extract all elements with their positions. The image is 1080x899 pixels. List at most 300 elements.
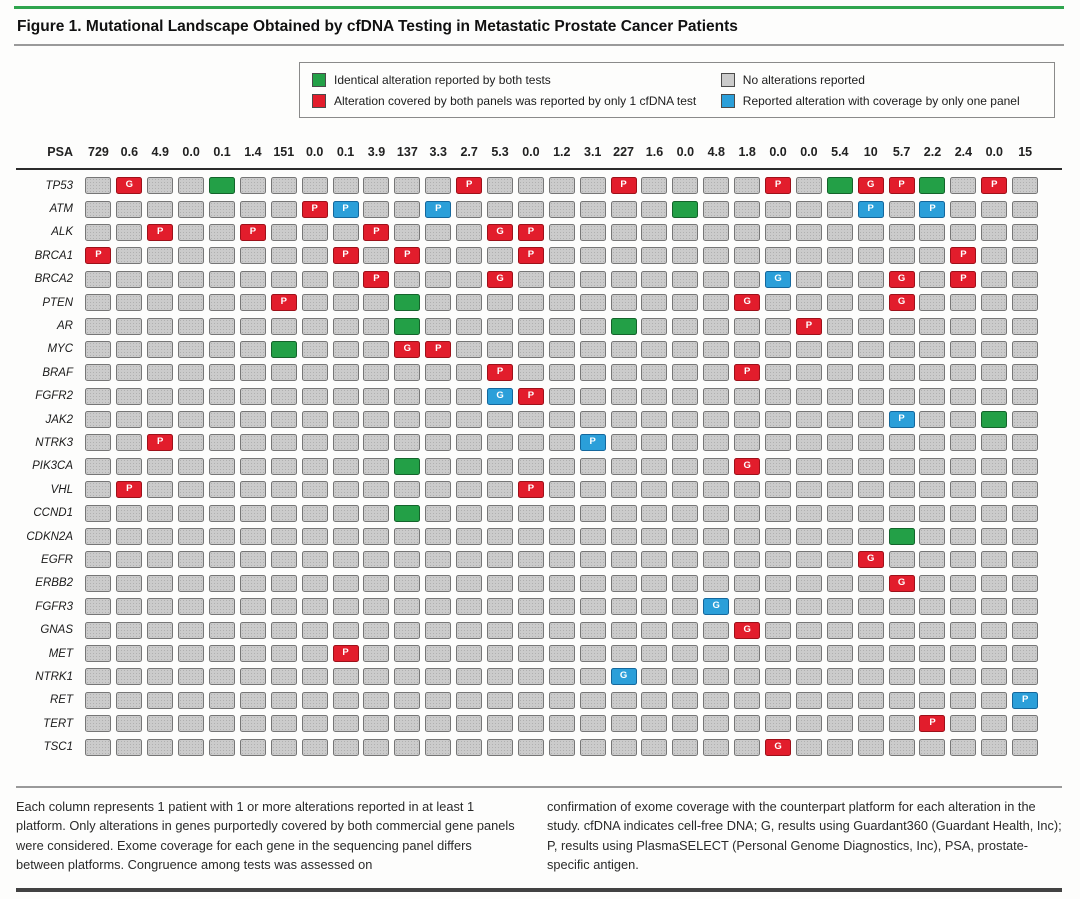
grid-cell-empty	[796, 668, 822, 685]
grid-cell-empty	[950, 622, 976, 639]
grid-cell-empty	[549, 575, 575, 592]
grid-cell-empty	[950, 318, 976, 335]
grid-cell-empty	[487, 505, 513, 522]
alteration-cell-red: G	[889, 294, 915, 311]
grid-cell-empty	[549, 715, 575, 732]
grid-cell-empty	[178, 411, 204, 428]
grid-cell-empty	[1012, 364, 1038, 381]
grid-cell-empty	[703, 294, 729, 311]
grid-cell-empty	[827, 715, 853, 732]
grid-cell-empty	[518, 645, 544, 662]
grid-cell-empty	[394, 388, 420, 405]
grid-cell-empty	[549, 271, 575, 288]
alteration-cell-red: G	[889, 575, 915, 592]
mutation-grid	[16, 140, 1062, 759]
grid-cell-empty	[302, 598, 328, 615]
grid-cell-empty	[611, 411, 637, 428]
alteration-cell-red: P	[116, 481, 142, 498]
grid-cell-empty	[209, 505, 235, 522]
grid-cell-empty	[734, 411, 760, 428]
grid-cell-empty	[85, 715, 111, 732]
grid-cell-empty	[981, 458, 1007, 475]
grid-cell-empty	[950, 458, 976, 475]
grid-cell-empty	[363, 294, 389, 311]
grid-cell-empty	[703, 481, 729, 498]
grid-cell-empty	[487, 692, 513, 709]
grid-cell-empty	[889, 645, 915, 662]
alteration-cell-green	[271, 341, 297, 358]
grid-cell-empty	[1012, 645, 1038, 662]
grid-cell-empty	[394, 411, 420, 428]
grid-cell-empty	[518, 271, 544, 288]
grid-cell-empty	[456, 739, 482, 756]
psa-value: 0.1	[336, 145, 355, 159]
grid-cell-empty	[981, 294, 1007, 311]
grid-cell-empty	[796, 271, 822, 288]
grid-cell-empty	[271, 575, 297, 592]
gene-row-cdkn2a	[16, 525, 1062, 548]
psa-value: 2.4	[954, 145, 973, 159]
grid-cell-empty	[703, 575, 729, 592]
grid-cell-empty	[147, 201, 173, 218]
grid-cell-empty	[549, 528, 575, 545]
alteration-cell-blue: G	[765, 271, 791, 288]
grid-cell-empty	[302, 271, 328, 288]
grid-cell-empty	[796, 201, 822, 218]
grid-cell-empty	[178, 505, 204, 522]
grid-cell-empty	[1012, 739, 1038, 756]
grid-cell-empty	[580, 692, 606, 709]
grid-cell-empty	[1012, 318, 1038, 335]
grid-cell-empty	[641, 177, 667, 194]
grid-cell-empty	[549, 739, 575, 756]
grid-cell-empty	[981, 668, 1007, 685]
grid-cell-empty	[703, 247, 729, 264]
gene-row-egfr	[16, 548, 1062, 571]
grid-cell-empty	[919, 528, 945, 545]
grid-cell-empty	[518, 551, 544, 568]
grid-cell-empty	[549, 364, 575, 381]
grid-cell-empty	[487, 739, 513, 756]
grid-cell-empty	[672, 364, 698, 381]
psa-value: 5.7	[892, 145, 911, 159]
grid-cell-empty	[394, 668, 420, 685]
grid-cell-empty	[240, 271, 266, 288]
grid-cell-empty	[672, 341, 698, 358]
gene-label: JAK2	[45, 413, 73, 426]
grid-cell-empty	[363, 645, 389, 662]
grid-cell-empty	[518, 575, 544, 592]
grid-cell-empty	[425, 528, 451, 545]
legend-label: No alterations reported	[742, 72, 865, 87]
grid-cell-empty	[209, 739, 235, 756]
gene-row-erbb2	[16, 572, 1062, 595]
grid-cell-empty	[827, 739, 853, 756]
grid-cell-empty	[641, 668, 667, 685]
grid-cell-empty	[456, 668, 482, 685]
grid-cell-empty	[611, 271, 637, 288]
grid-cell-empty	[703, 224, 729, 241]
grid-cell-empty	[363, 201, 389, 218]
grid-cell-empty	[703, 434, 729, 451]
grid-cell-empty	[425, 505, 451, 522]
grid-cell-empty	[394, 715, 420, 732]
grid-cell-empty	[889, 341, 915, 358]
grid-cell-empty	[178, 224, 204, 241]
grid-cell-empty	[734, 575, 760, 592]
grid-cell-empty	[209, 528, 235, 545]
grid-cell-empty	[147, 668, 173, 685]
grid-cell-empty	[518, 622, 544, 639]
grid-cell-empty	[672, 692, 698, 709]
alteration-cell-red: P	[919, 715, 945, 732]
grid-cell-empty	[333, 575, 359, 592]
gene-row-ntrk3	[16, 431, 1062, 454]
grid-cell-empty	[333, 177, 359, 194]
footnote-right: confirmation of exome coverage with the counterpart platform for each alteration in the study. cfDNA indicates cell-free DNA; G, results using Guardant360 (Guardant Health, Inc); P, results using PlasmaSELECT (Personal Genome Diagnostics, Inc), PSA, prostate-specific antigen.	[547, 799, 1062, 873]
gene-row-ret	[16, 689, 1062, 712]
grid-cell-empty	[271, 201, 297, 218]
grid-cell-empty	[147, 271, 173, 288]
grid-cell-empty	[487, 247, 513, 264]
grid-cell-empty	[209, 411, 235, 428]
grid-cell-empty	[116, 739, 142, 756]
grid-cell-empty	[425, 668, 451, 685]
psa-value: 10	[863, 145, 878, 159]
grid-cell-empty	[734, 318, 760, 335]
grid-cell-empty	[889, 224, 915, 241]
psa-value: 0.0	[800, 145, 818, 159]
grid-cell-empty	[703, 715, 729, 732]
grid-cell-empty	[580, 247, 606, 264]
grid-cell-empty	[363, 318, 389, 335]
grid-cell-empty	[209, 434, 235, 451]
grid-cell-empty	[1012, 271, 1038, 288]
grid-cell-empty	[333, 388, 359, 405]
grid-cell-empty	[734, 434, 760, 451]
grid-cell-empty	[919, 505, 945, 522]
grid-cell-empty	[858, 271, 884, 288]
gene-row-tert	[16, 712, 1062, 735]
grid-cell-empty	[363, 411, 389, 428]
grid-cell-empty	[487, 458, 513, 475]
grid-cell-empty	[858, 411, 884, 428]
grid-cell-empty	[641, 411, 667, 428]
grid-cell-empty	[641, 715, 667, 732]
grid-cell-empty	[394, 271, 420, 288]
grid-cell-empty	[950, 739, 976, 756]
grid-cell-empty	[147, 177, 173, 194]
grid-cell-empty	[889, 739, 915, 756]
grid-cell-empty	[487, 341, 513, 358]
grid-cell-empty	[85, 434, 111, 451]
grid-cell-empty	[919, 692, 945, 709]
grid-cell-empty	[950, 411, 976, 428]
grid-cell-empty	[209, 598, 235, 615]
grid-cell-empty	[178, 201, 204, 218]
grid-cell-empty	[703, 551, 729, 568]
grid-cell-empty	[240, 692, 266, 709]
grid-cell-empty	[734, 177, 760, 194]
grid-cell-empty	[456, 622, 482, 639]
grid-cell-empty	[950, 224, 976, 241]
grid-cell-empty	[919, 271, 945, 288]
grid-cell-empty	[147, 505, 173, 522]
grid-cell-empty	[333, 505, 359, 522]
grid-cell-empty	[549, 224, 575, 241]
grid-cell-empty	[333, 715, 359, 732]
alteration-cell-red: P	[518, 247, 544, 264]
gene-label: VHL	[50, 483, 73, 496]
grid-cell-empty	[178, 528, 204, 545]
grid-cell-empty	[271, 715, 297, 732]
gene-row-atm	[16, 197, 1062, 220]
grid-cell-empty	[611, 715, 637, 732]
grid-cell-empty	[611, 645, 637, 662]
grid-cell-empty	[425, 224, 451, 241]
grid-cell-empty	[827, 247, 853, 264]
grid-cell-empty	[302, 411, 328, 428]
grid-cell-empty	[209, 341, 235, 358]
grid-cell-empty	[858, 294, 884, 311]
grid-cell-empty	[919, 318, 945, 335]
grid-cell-empty	[703, 341, 729, 358]
grid-cell-empty	[1012, 341, 1038, 358]
grid-cell-empty	[147, 364, 173, 381]
alteration-cell-green	[394, 505, 420, 522]
grid-cell-empty	[1012, 224, 1038, 241]
grid-cell-empty	[116, 318, 142, 335]
grid-cell-empty	[796, 505, 822, 522]
grid-cell-empty	[672, 505, 698, 522]
alteration-cell-blue: G	[611, 668, 637, 685]
grid-cell-empty	[827, 341, 853, 358]
alteration-cell-green	[394, 318, 420, 335]
grid-cell-empty	[271, 364, 297, 381]
grid-cell-empty	[394, 575, 420, 592]
grid-cell-empty	[858, 341, 884, 358]
grid-cell-empty	[765, 715, 791, 732]
grid-cell-empty	[456, 505, 482, 522]
grid-cell-empty	[178, 271, 204, 288]
grid-cell-empty	[889, 668, 915, 685]
gene-label: ATM	[49, 203, 73, 216]
alteration-cell-blue: P	[580, 434, 606, 451]
grid-cell-empty	[981, 364, 1007, 381]
gene-label: GNAS	[40, 624, 73, 637]
grid-cell-empty	[641, 481, 667, 498]
grid-cell-empty	[580, 598, 606, 615]
grid-cell-empty	[456, 201, 482, 218]
grid-cell-empty	[765, 598, 791, 615]
grid-cell-empty	[981, 271, 1007, 288]
grid-cell-empty	[240, 177, 266, 194]
grid-cell-empty	[580, 318, 606, 335]
grid-cell-empty	[580, 668, 606, 685]
grid-cell-empty	[178, 364, 204, 381]
grid-cell-empty	[549, 551, 575, 568]
gene-label: ERBB2	[35, 577, 73, 590]
grid-cell-empty	[456, 434, 482, 451]
grid-cell-empty	[796, 177, 822, 194]
grid-cell-empty	[333, 668, 359, 685]
grid-cell-empty	[85, 668, 111, 685]
grid-cell-empty	[271, 224, 297, 241]
grid-cell-empty	[333, 598, 359, 615]
grid-cell-empty	[333, 528, 359, 545]
grid-cell-empty	[919, 294, 945, 311]
grid-cell-empty	[394, 598, 420, 615]
grid-cell-empty	[703, 528, 729, 545]
grid-cell-empty	[549, 177, 575, 194]
alteration-cell-red: P	[796, 318, 822, 335]
grid-cell-empty	[950, 715, 976, 732]
grid-cell-empty	[333, 458, 359, 475]
legend-label: Alteration covered by both panels was reported by only 1 cfDNA test	[334, 93, 697, 108]
grid-cell-empty	[363, 505, 389, 522]
grid-cell-empty	[549, 434, 575, 451]
grid-cell-empty	[302, 481, 328, 498]
gene-label: FGFR3	[35, 600, 73, 613]
alteration-cell-red: P	[611, 177, 637, 194]
grid-cell-empty	[425, 622, 451, 639]
grid-cell-empty	[611, 739, 637, 756]
grid-cell-empty	[333, 271, 359, 288]
grid-cell-empty	[487, 318, 513, 335]
alteration-cell-red: P	[950, 247, 976, 264]
grid-cell-empty	[734, 271, 760, 288]
gene-label: PIK3CA	[32, 460, 73, 473]
alteration-cell-green	[672, 201, 698, 218]
grid-cell-empty	[611, 341, 637, 358]
alteration-cell-red: G	[889, 271, 915, 288]
grid-cell-empty	[796, 411, 822, 428]
grid-cell-empty	[302, 645, 328, 662]
grid-cell-empty	[919, 575, 945, 592]
grid-cell-empty	[858, 622, 884, 639]
grid-cell-empty	[333, 294, 359, 311]
grid-cell-empty	[641, 318, 667, 335]
gene-row-ar	[16, 314, 1062, 337]
grid-cell-empty	[302, 505, 328, 522]
grid-cell-empty	[580, 341, 606, 358]
grid-cell-empty	[796, 551, 822, 568]
grid-cell-empty	[549, 341, 575, 358]
grid-cell-empty	[394, 177, 420, 194]
grid-cell-empty	[672, 528, 698, 545]
psa-value: 0.0	[769, 145, 787, 159]
psa-value: 2.7	[460, 145, 478, 159]
grid-cell-empty	[580, 177, 606, 194]
alteration-cell-blue: P	[889, 411, 915, 428]
grid-cell-empty	[549, 201, 575, 218]
grid-body	[16, 170, 1062, 759]
grid-cell-empty	[672, 645, 698, 662]
grid-cell-empty	[672, 598, 698, 615]
grid-cell-empty	[703, 388, 729, 405]
grid-cell-empty	[302, 528, 328, 545]
alteration-cell-red: G	[734, 622, 760, 639]
grid-cell-empty	[302, 318, 328, 335]
grid-cell-empty	[672, 668, 698, 685]
grid-cell-empty	[611, 575, 637, 592]
grid-cell-empty	[580, 551, 606, 568]
grid-cell-empty	[1012, 668, 1038, 685]
grid-cell-empty	[147, 411, 173, 428]
grid-cell-empty	[950, 528, 976, 545]
grid-cell-empty	[580, 481, 606, 498]
gene-label: EGFR	[41, 553, 73, 566]
grid-cell-empty	[333, 692, 359, 709]
grid-cell-empty	[147, 318, 173, 335]
grid-cell-empty	[394, 528, 420, 545]
grid-cell-empty	[302, 739, 328, 756]
grid-cell-empty	[425, 575, 451, 592]
grid-cell-empty	[827, 598, 853, 615]
grid-cell-empty	[178, 551, 204, 568]
grid-cell-empty	[858, 505, 884, 522]
title-divider	[14, 44, 1064, 46]
grid-cell-empty	[858, 434, 884, 451]
alteration-cell-green	[981, 411, 1007, 428]
alteration-cell-red: P	[333, 247, 359, 264]
grid-cell-empty	[889, 505, 915, 522]
psa-value: 0.0	[985, 145, 1003, 159]
grid-cell-empty	[147, 598, 173, 615]
psa-value: 151	[273, 145, 295, 159]
grid-cell-empty	[333, 481, 359, 498]
grid-cell-empty	[765, 645, 791, 662]
grid-cell-empty	[147, 528, 173, 545]
grid-cell-empty	[456, 551, 482, 568]
psa-value: 4.9	[151, 145, 169, 159]
grid-cell-empty	[518, 341, 544, 358]
grid-cell-empty	[116, 294, 142, 311]
grid-cell-empty	[858, 247, 884, 264]
grid-cell-empty	[518, 434, 544, 451]
gene-label: CDKN2A	[26, 530, 73, 543]
gene-row-tp53	[16, 174, 1062, 197]
grid-cell-empty	[641, 247, 667, 264]
grid-cell-empty	[394, 201, 420, 218]
grid-cell-empty	[209, 224, 235, 241]
grid-cell-empty	[981, 622, 1007, 639]
grid-cell-empty	[518, 528, 544, 545]
gene-label: NTRK3	[35, 436, 73, 449]
gene-row-brca1	[16, 244, 1062, 267]
grid-cell-empty	[518, 177, 544, 194]
psa-value: 3.9	[367, 145, 386, 159]
grid-cell-empty	[85, 271, 111, 288]
grid-cell-empty	[765, 622, 791, 639]
psa-value: 0.6	[120, 145, 139, 159]
grid-cell-empty	[1012, 177, 1038, 194]
grid-cell-empty	[487, 715, 513, 732]
grid-cell-empty	[85, 575, 111, 592]
alteration-cell-red: G	[765, 739, 791, 756]
grid-cell-empty	[641, 739, 667, 756]
grid-cell-empty	[549, 692, 575, 709]
grid-cell-empty	[116, 598, 142, 615]
grid-cell-empty	[765, 692, 791, 709]
grid-cell-empty	[487, 201, 513, 218]
grid-cell-empty	[85, 528, 111, 545]
grid-cell-empty	[85, 201, 111, 218]
grid-cell-empty	[796, 247, 822, 264]
gene-row-fgfr3	[16, 595, 1062, 618]
grid-cell-empty	[85, 388, 111, 405]
grid-cell-empty	[394, 645, 420, 662]
